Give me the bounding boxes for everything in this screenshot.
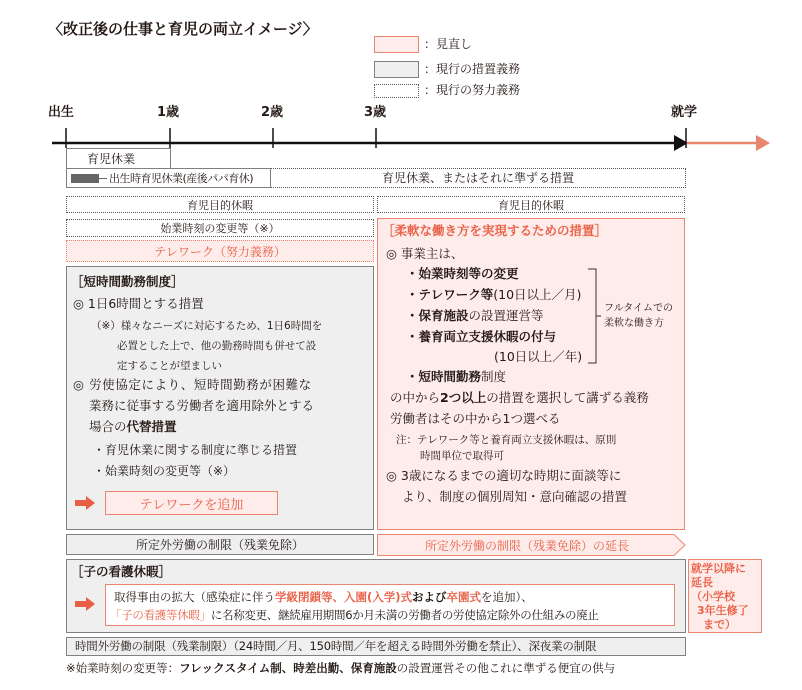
flexible-intro: ◎ 事業主は、 (386, 246, 464, 261)
page-title: 〈改正後の仕事と育児の両立イメージ〉 (48, 20, 318, 38)
tanjikan-sub-item2: ・始業時刻の変更等（※） (93, 464, 236, 478)
legend-swatch-review (374, 36, 419, 53)
footnote-rest: の設置運営その他これに準ずる便宜の供与 (396, 661, 616, 675)
footnote-prefix: ※始業時刻の変更等： (66, 661, 180, 675)
timeline-label-3y: 3歳 (364, 105, 387, 120)
legend-label-obligation: ：現行の措置義務 (424, 62, 521, 76)
footnote-bold: フレックスタイム制、時差出勤、保育施設 (179, 661, 397, 675)
bracket-note-line1: フルタイムでの (604, 303, 673, 314)
measure-childcare-label: ・保育施設 (406, 308, 469, 323)
select-line1 (390, 392, 649, 405)
timeline-label-school: 就学 (671, 105, 698, 120)
note-line1: 注：テレワーク等と養育両立支援休暇は、原則 (396, 434, 617, 446)
kango-line1-red2: 卒園式 (446, 590, 482, 604)
measure-telework-rest: (10日以上／月) (493, 287, 582, 302)
ikuji-kyugyo-label: 育児休業 (87, 152, 136, 166)
shussei-kyugyo-leader (99, 178, 107, 179)
kango-extension-box (688, 559, 762, 633)
bracket-note-line2: 柔軟な働き方 (604, 318, 664, 329)
mokuteki-kyuka-left: 育児目的休暇 (66, 196, 374, 213)
overtime-limit-right: 所定外労働の制限（残業免除）の延長 (424, 538, 629, 553)
timeline-label-birth: 出生 (48, 105, 75, 120)
legend-label-effort: ：現行の努力義務 (424, 83, 521, 97)
legend-swatch-obligation (374, 61, 419, 78)
shigyo-jikoku-box: 始業時刻の変更等（※） (66, 219, 374, 237)
jikangai-box (66, 637, 686, 656)
tanjikan-note-line3: 定することが望ましい (117, 360, 222, 372)
kango-line1-a: 取得事由の拡大（感染症に伴う (114, 590, 275, 604)
kango-extension-line3: （小学校 (691, 590, 735, 603)
kango-heading: ［子の看護休暇］ (71, 564, 172, 579)
measure-telework-label: ・テレワーク等 (406, 287, 494, 302)
legend-swatch-effort (374, 84, 419, 98)
measure-short-hours-label: ・短時間勤務 (406, 369, 482, 384)
kango-panel (66, 559, 686, 633)
overtime-limit-left: 所定外労働の制限（残業免除） (66, 534, 374, 555)
select-line2: 労働者はその中から1つ選べる (390, 411, 561, 426)
flexible-heading: ［柔軟な働き方を実現するための措置］ (382, 223, 608, 238)
measure-childcare-facility (406, 310, 544, 323)
measure-telework (406, 289, 581, 302)
kango-extension-line2: 延長 (691, 576, 713, 589)
kango-line1-red: 学級閉鎖等、入園(入学)式 (275, 590, 413, 604)
flexible-work-panel (377, 218, 685, 530)
kango-detail-box (105, 584, 675, 626)
legend-label-review: ：見直し (424, 37, 473, 51)
measure-start-time: ・始業時刻等の変更 (406, 266, 519, 281)
shussei-kyugyo-label: 出生時育児休業(産後パパ育休) (109, 172, 254, 185)
select-line1-b: の措置を選択して講ずる義務 (486, 390, 649, 405)
jikangai-label: 時間外労働の制限（残業制限）（24時間／月、150時間／年を超える時間外労働を禁止）、深夜業の制限 (75, 639, 597, 653)
telework-effort-box: テレワーク（努力義務） (66, 240, 374, 262)
tanjikan-item2-line2: 業務に従事する労働者を適用除外とする (89, 398, 315, 413)
kango-extension-line1: 就学以降に (691, 562, 746, 575)
measure-short-hours-rest: 制度 (481, 369, 507, 384)
kango-extension-line4: 3年生修了 (697, 604, 749, 617)
ikuji-kyugyo-box (66, 148, 171, 168)
timeline-label-1y: 1歳 (157, 105, 180, 120)
tanjikan-item2-line3 (89, 421, 177, 434)
kango-line2 (110, 610, 599, 622)
measure-childcare-rest: の設置運営等 (468, 308, 544, 323)
telework-add-box: テレワークを追加 (105, 491, 278, 515)
tanjikan-note-line2: 必置とした上で、他の勤務時間も併せて設 (117, 340, 317, 352)
interview-line1: ◎ 3歳になるまでの適切な時期に面談等に (386, 468, 622, 483)
measure-short-hours (406, 371, 506, 384)
tanjikan-heading: ［短時間勤務制度］ (71, 274, 184, 289)
kango-extension-line5: まで） (703, 618, 736, 631)
tanjikan-panel (66, 266, 374, 530)
tanjikan-note-line1: （※）様々なニーズに対応するため、1日6時間を (91, 320, 323, 332)
tanjikan-sub-item1: ・育児休業に関する制度に準じる措置 (93, 443, 298, 457)
shussei-kyugyo-box (66, 168, 271, 188)
tanjikan-item1: ◎ 1日6時間とする措置 (73, 296, 204, 311)
kango-line1-c: を追加）、 (481, 590, 533, 604)
note-line2: 時間単位で取得可 (420, 450, 504, 462)
select-two-or-more: 2つ以上 (440, 390, 487, 405)
shussei-kyugyo-bar (71, 174, 99, 183)
tanjikan-item2-line3-prefix: 場合の (89, 419, 127, 434)
kango-line1-b: および (412, 590, 447, 604)
tanjikan-item2-line1: ◎ 労使協定により、短時間勤務が困難な (73, 377, 312, 392)
tanjikan-daitai-sochi: 代替措置 (126, 419, 177, 434)
measure-support-leave: ・養育両立支援休暇の付与 (406, 329, 557, 344)
kango-name-change: 「子の看護等休暇」 (110, 608, 211, 622)
ikuji-kyugyo-junzuru-label: 育児休業、またはそれに準ずる措置 (382, 171, 575, 185)
arrow-right-icon (75, 496, 97, 510)
interview-line2: より、制度の個別周知・意向確認の措置 (402, 489, 628, 504)
kango-arrow-icon (75, 597, 97, 611)
kango-line1 (114, 592, 533, 604)
measures-bracket (586, 267, 602, 367)
footnote (66, 663, 615, 675)
mokuteki-kyuka-right: 育児目的休暇 (377, 196, 685, 213)
kango-line2-rest: に名称変更、継続雇用期間6か月未満の労働者の労使協定除外の仕組みの廃止 (210, 608, 599, 622)
select-line1-a: の中から (390, 390, 441, 405)
timeline-label-2y: 2歳 (261, 105, 284, 120)
measure-support-leave-sub: (10日以上／年) (494, 349, 583, 364)
